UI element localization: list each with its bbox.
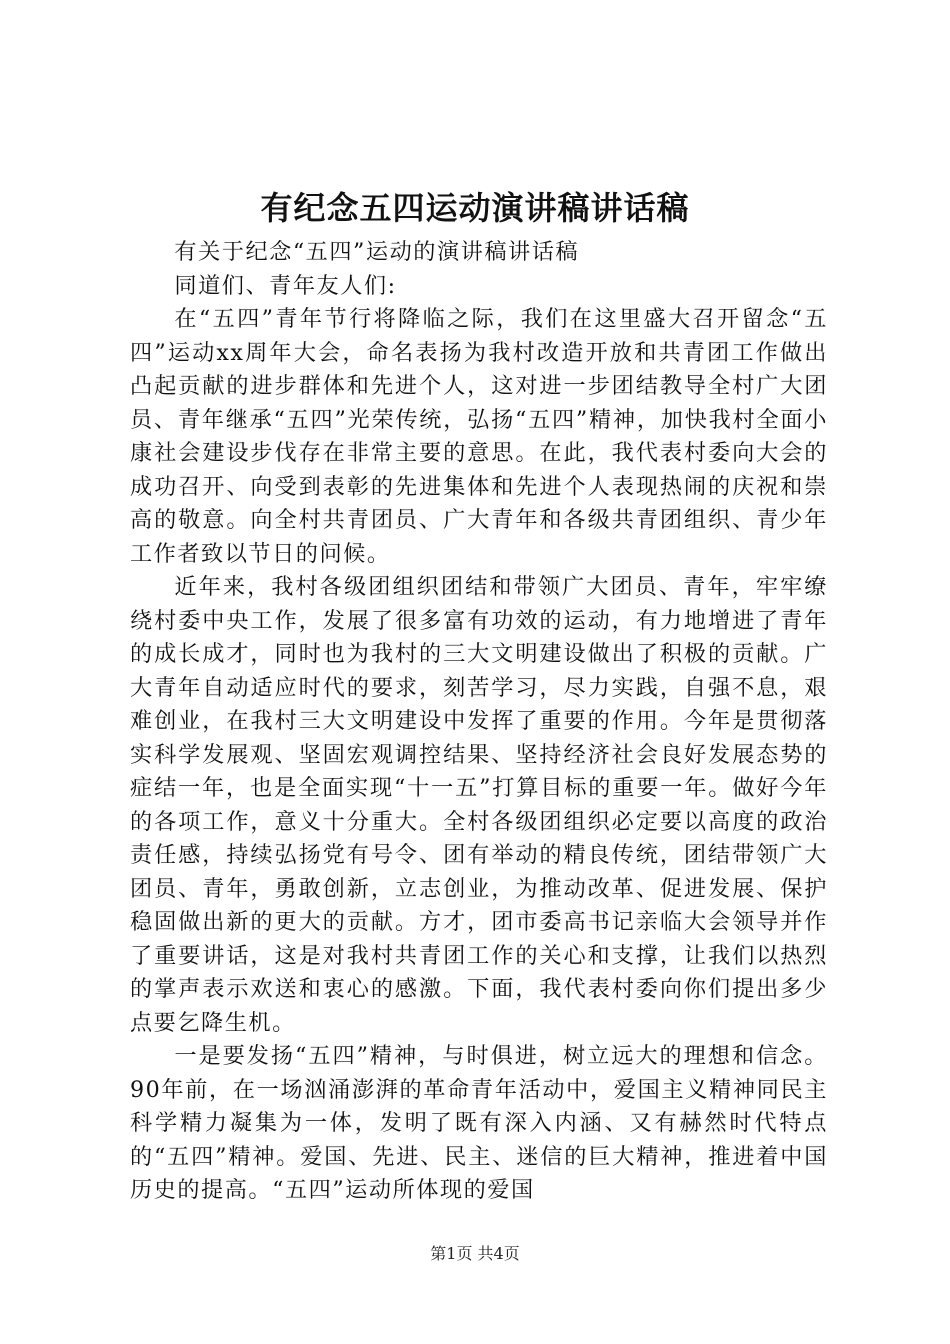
document-title: 有纪念五四运动演讲稿讲话稿	[260, 189, 690, 227]
paragraph-subtitle: 有关于纪念“五四”运动的演讲稿讲话稿	[174, 239, 580, 265]
paragraph-point-one: 一是要发扬“五四”精神，与时俱进，树立远大的理想和信念。90年前，在一场汹涌澎湃的革命青年活动中，爱国主义精神同民主科学精力凝集为一体，发明了既有深入内涵、又有赫然时代特点的“五四”精神。爱国、先进、民主、迷信的巨大精神，推进着中国历史的提高。“五四”运动所体现的爱国	[130, 1043, 828, 1203]
paragraph-salutation: 同道们、青年友人们:	[174, 272, 397, 299]
page-footer: 第1页 共4页	[430, 1244, 520, 1263]
paragraph-recent-years: 近年来，我村各级团组织团结和带领广大团员、青年，牢牢缭绕村委中央工作，发展了很多富有功效的运动，有力地增进了青年的成长成才，同时也为我村的三大文明建设做出了积极的贡献。广大青年自动适应时代的要求，刻苦学习，尽力实践，自强不息，艰难创业，在我村三大文明建设中发挥了重要的作用。今年是贯彻落实科学发展观、坚固宏观调控结果、坚持经济社会良好发展态势的症结一年，也是全面实现“十一五”打算目标的重要一年。做好今年的各项工作，意义十分重大。全村各级团组织必定要以高度的政治责任感，持续弘扬党有号令、团有举动的精良传统，团结带领广大团员、青年，勇敢创新，立志创业，为推动改革、促进发展、保护稳固做出新的更大的贡献。方才，团市委高书记亲临大会领导并作了重要讲话，这是对我村共青团工作的关心和支撑，让我们以热烈的掌声表示欢送和衷心的感激。下面，我代表村委向你们提出多少点要乞降生机。	[130, 574, 828, 1036]
paragraph-opening: 在“五四”青年节行将降临之际，我们在这里盛大召开留念“五四”运动xx周年大会，命名表扬为我村改造开放和共青团工作做出凸起贡献的进步群体和先进个人，这对进一步团结教导全村广大团员、青年继承“五四”光荣传统，弘扬“五四”精神，加快我村全面小康社会建设步伐存在非常主要的意思。在此，我代表村委向大会的成功召开、向受到表彰的先进集体和先进个人表现热闹的庆祝和崇高的敬意。向全村共青团员、广大青年和各级共青团组织、青少年工作者致以节日的问候。	[130, 306, 828, 567]
document-body	[130, 236, 828, 1208]
